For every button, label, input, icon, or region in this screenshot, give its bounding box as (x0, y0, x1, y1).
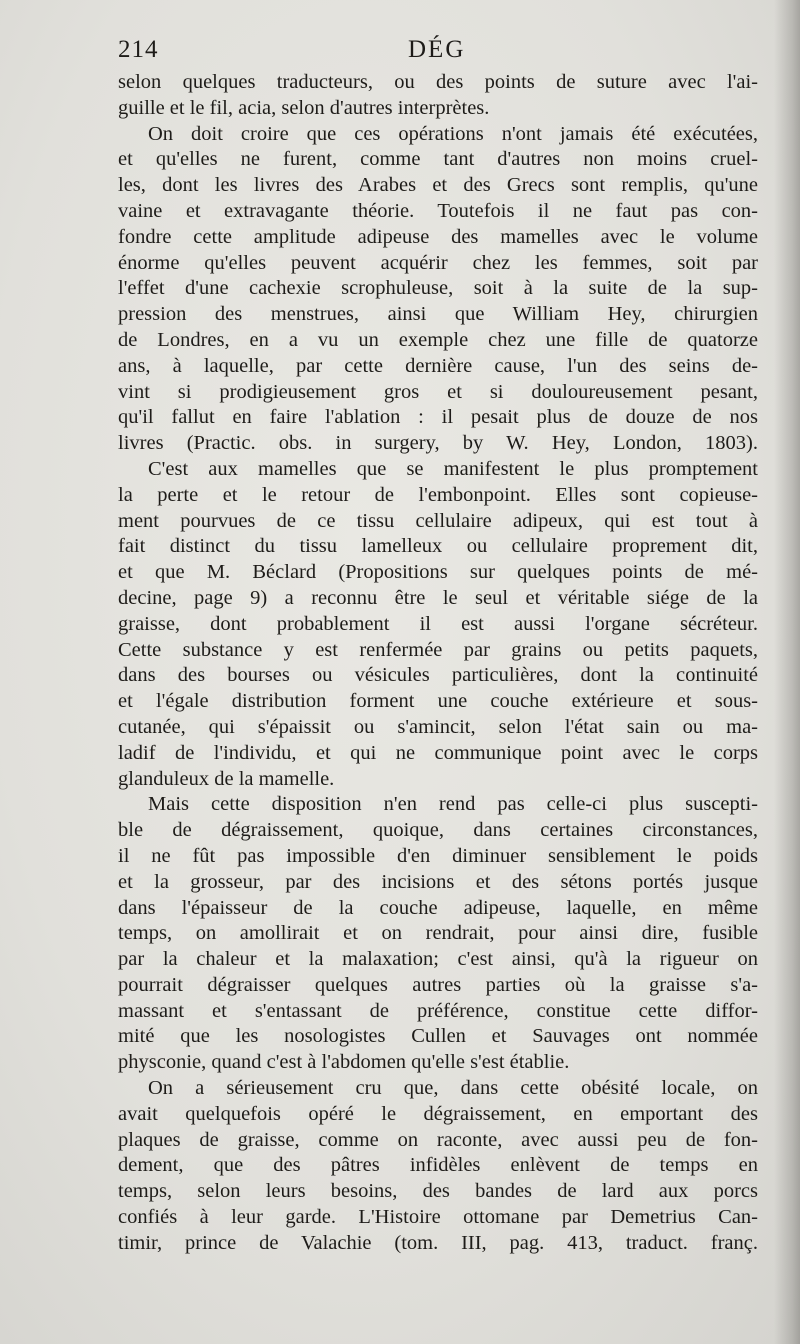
text-line: C'est aux mamelles que se manifestent le plus promptement (148, 457, 758, 480)
running-head: DÉG (408, 36, 466, 63)
text-line: selon quelques traducteurs, ou des points de suture avec l'ai- (118, 71, 758, 93)
text-line: de Londres, en a vu un exemple chez une fille de quatorze (118, 328, 758, 351)
text-line: la perte et le retour de l'embonpoint. Elles sont copieuse- (118, 483, 758, 506)
text-line: ans, à laquelle, par cette dernière cause, l'un des seins de- (118, 354, 758, 377)
page-gutter-shadow (774, 0, 800, 1344)
text-line: avait quelquefois opéré le dégraissement, en emportant des (118, 1102, 758, 1125)
text-line: et l'égale distribution forment une couche extérieure et sous- (118, 690, 758, 713)
text-line: fait distinct du tissu lamelleux ou cellulaire proprement dit, (118, 535, 758, 558)
text-line: pression des menstrues, ainsi que William Hey, chirurgien (118, 303, 758, 326)
text-line: temps, selon leurs besoins, des bandes de lard aux porcs (118, 1180, 758, 1203)
body-text (118, 70, 758, 1257)
text-line: massant et s'entassant de préférence, constitue cette diffor- (118, 999, 758, 1022)
text-line: ladif de l'individu, et qui ne communique point avec le corps (118, 741, 758, 764)
text-line: timir, prince de Valachie (tom. III, pag. 413, traduct. franç. (118, 1231, 758, 1254)
text-line: decine, page 9) a reconnu être le seul et véritable siége de la (118, 586, 758, 609)
text-line: glanduleux de la mamelle. (118, 767, 335, 790)
text-line: dans des bourses ou vésicules particulières, dont la continuité (118, 664, 758, 687)
text-line: graisse, dont probablement il est aussi l'organe sécréteur. (118, 612, 758, 635)
text-line: cutanée, qui s'épaissit ou s'amincit, selon l'état sain ou ma- (118, 715, 758, 738)
text-line: physconie, quand c'est à l'abdomen qu'elle s'est établie. (118, 1051, 570, 1074)
text-line: On doit croire que ces opérations n'ont jamais été exécutées, (148, 122, 758, 145)
text-line: guille et le fil, acia, selon d'autres interprètes. (118, 96, 490, 119)
text-line: dans l'épaisseur de la couche adipeuse, laquelle, en même (118, 896, 758, 919)
text-line: fondre cette amplitude adipeuse des mamelles avec le volume (118, 225, 758, 248)
text-line: livres (Practic. obs. in surgery, by W. Hey, London, 1803). (118, 432, 758, 455)
text-line: ment pourvues de ce tissu cellulaire adipeux, qui est tout à (118, 509, 758, 532)
text-line: l'effet d'une cachexie scrophuleuse, soit à la suite de la sup- (118, 277, 758, 300)
text-line: confiés à leur garde. L'Histoire ottomane par Demetrius Can- (118, 1206, 758, 1229)
page-number: 214 (118, 36, 159, 63)
text-line: ble de dégraissement, quoique, dans certaines circonstances, (118, 819, 758, 842)
text-line: vint si prodigieusement gros et si douloureusement pesant, (118, 380, 758, 403)
text-line: et qu'elles ne furent, comme tant d'autres non moins cruel- (118, 148, 758, 171)
text-line: énorme qu'elles peuvent acquérir chez les femmes, soit par (118, 251, 758, 274)
text-line: Mais cette disposition n'en rend pas celle-ci plus suscepti- (148, 793, 758, 816)
text-line: qu'il fallut en faire l'ablation : il pesait plus de douze de nos (118, 406, 758, 429)
text-line: et que M. Béclard (Propositions sur quelques points de mé- (118, 561, 758, 584)
text-line: par la chaleur et la malaxation; c'est ainsi, qu'à la rigueur on (118, 948, 758, 971)
text-line: Cette substance y est renfermée par grains ou petits paquets, (118, 638, 758, 661)
page-header (118, 36, 758, 68)
text-line: On a sérieusement cru que, dans cette obésité locale, on (148, 1077, 758, 1100)
text-line: vaine et extravagante théorie. Toutefois il ne faut pas con- (118, 199, 758, 222)
text-line: mité que les nosologistes Cullen et Sauvages ont nommée (118, 1025, 758, 1048)
text-line: plaques de graisse, comme on raconte, avec aussi peu de fon- (118, 1128, 758, 1151)
text-line: dement, que des pâtres infidèles enlèvent de temps en (118, 1154, 758, 1177)
text-line: il ne fût pas impossible d'en diminuer sensiblement le poids (118, 844, 758, 867)
text-line: les, dont les livres des Arabes et des Grecs sont remplis, qu'une (118, 174, 758, 197)
text-line: et la grosseur, par des incisions et des sétons portés jusque (118, 870, 758, 893)
text-line: pourrait dégraisser quelques autres parties où la graisse s'a- (118, 973, 758, 996)
text-line: temps, on amollirait et on rendrait, pour ainsi dire, fusible (118, 922, 758, 945)
